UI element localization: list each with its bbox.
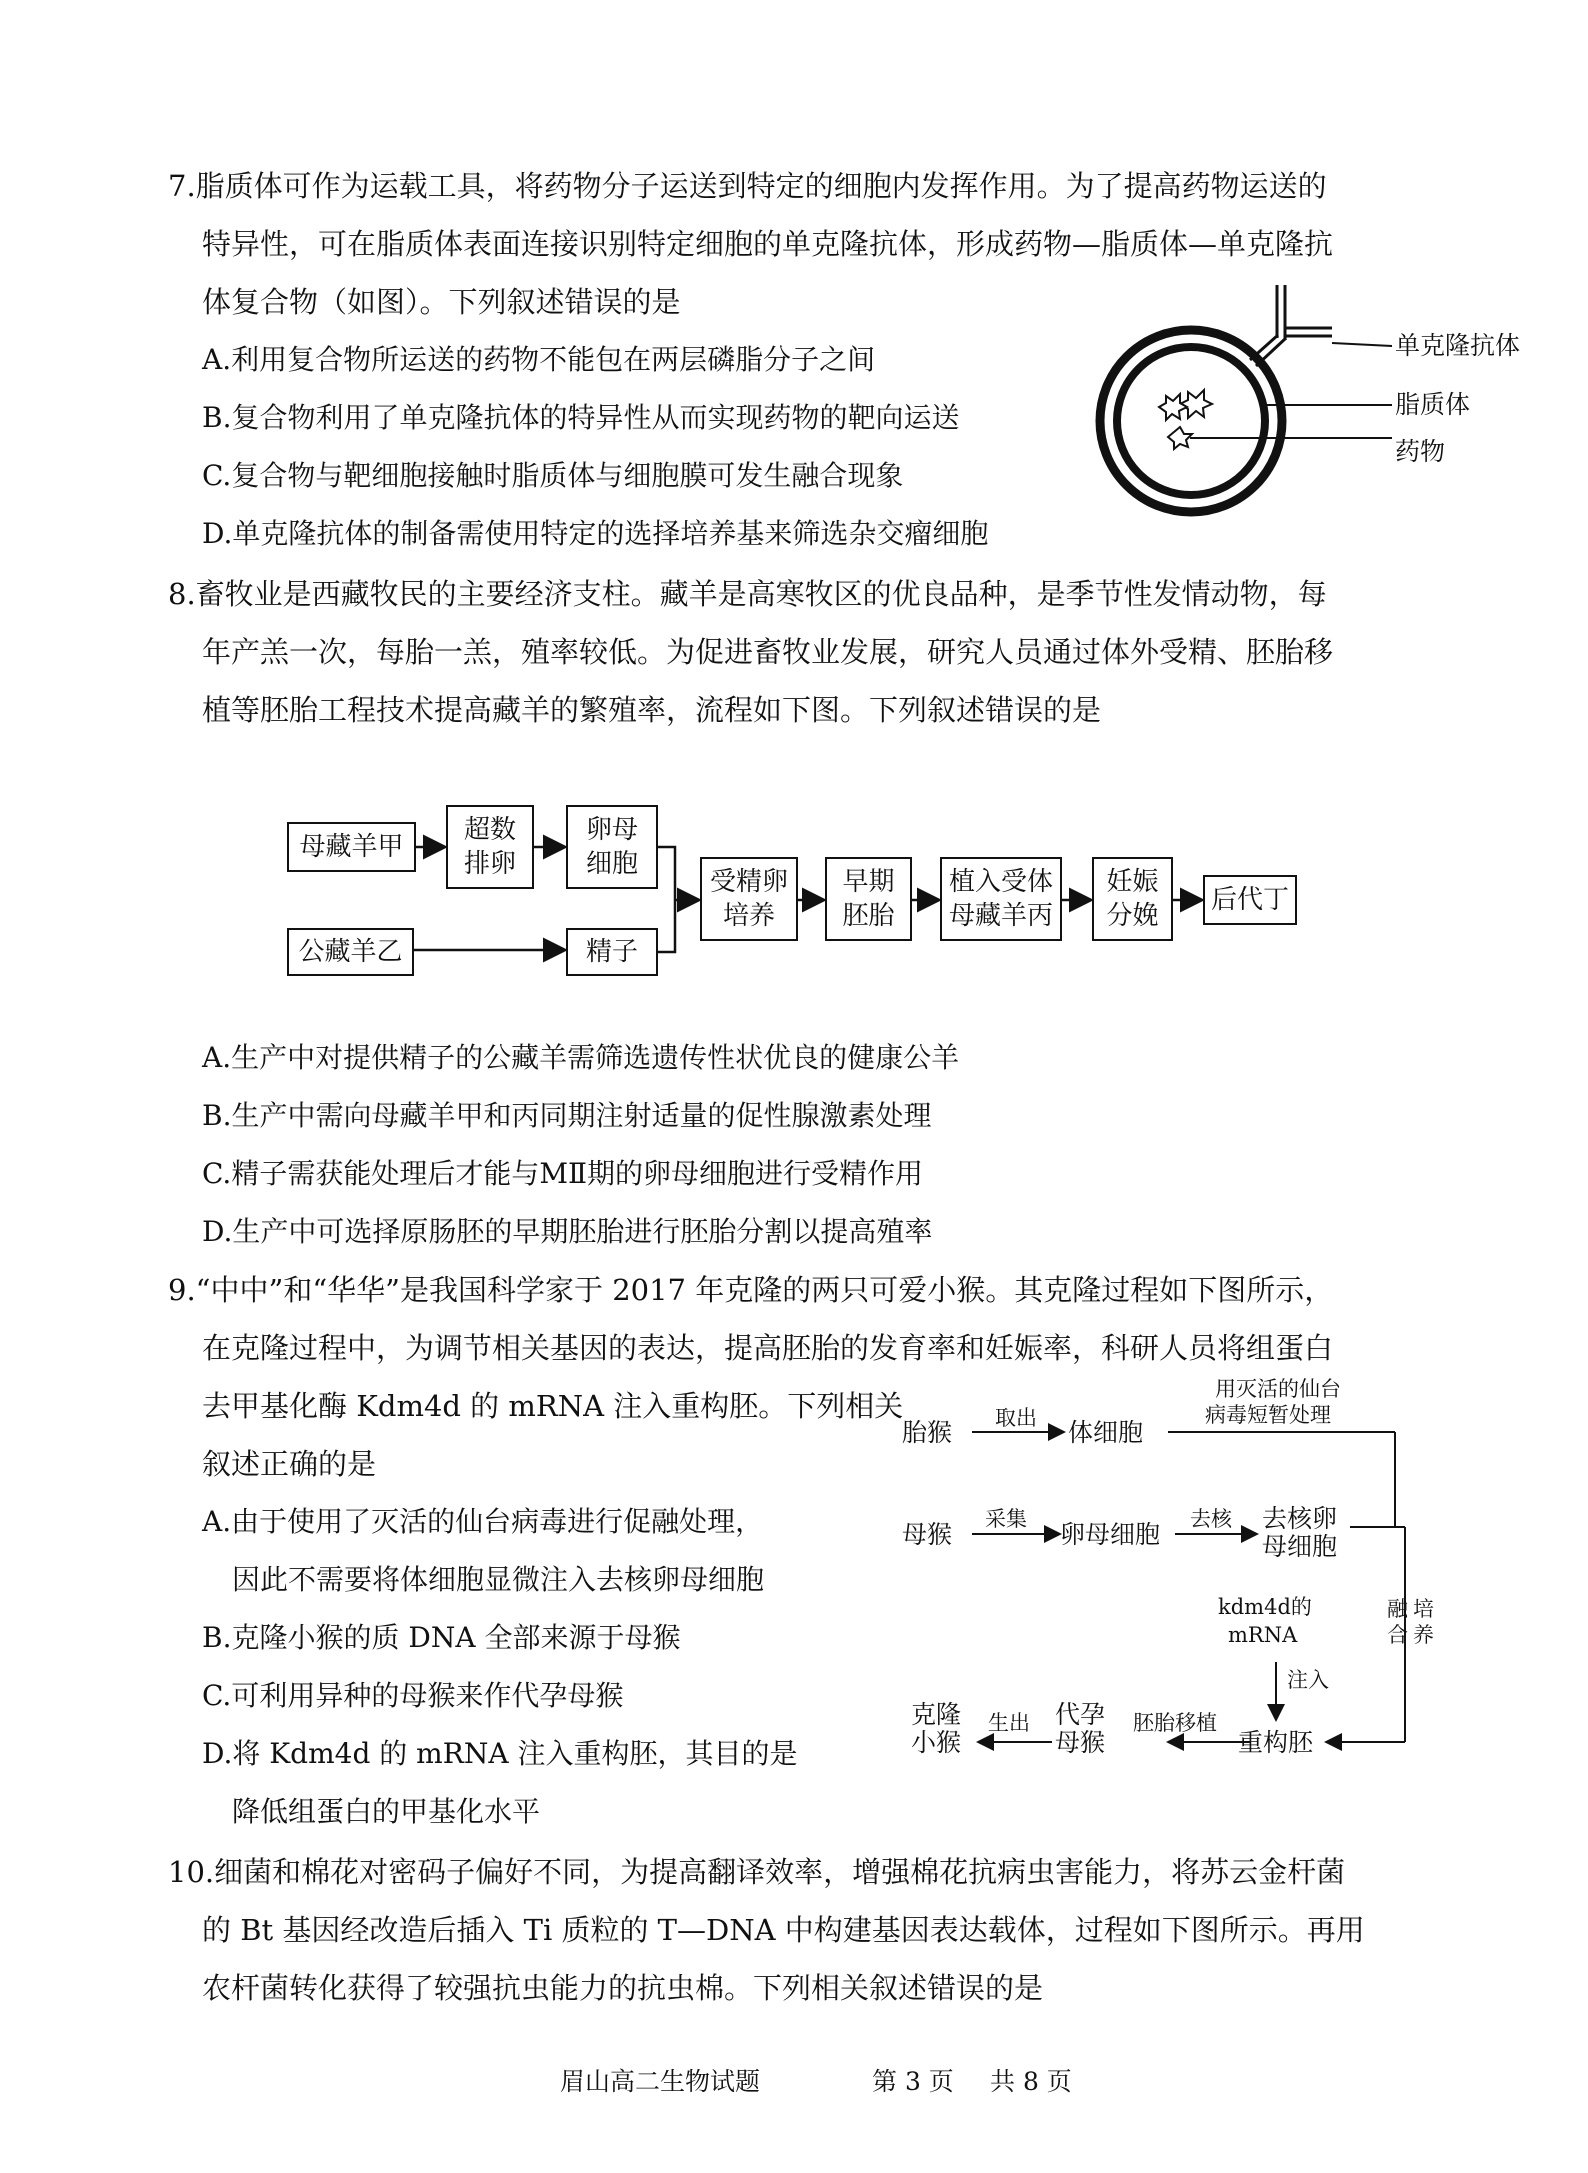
q9-option-b: B.克隆小猴的质 DNA 全部来源于母猴 (202, 1621, 681, 1654)
flow-superovulation: 超数 排卵 (446, 805, 534, 889)
q7-stem-line-2: 特异性，可在脂质体表面连接识别特定细胞的单克隆抗体，形成药物—脂质体—单克隆抗 (202, 227, 1334, 261)
q8-stem-line-1: 8.畜牧业是西藏牧民的主要经济支柱。藏羊是高寒牧区的优良品种，是季节性发情动物，每 (168, 577, 1327, 611)
q8-option-d: D.生产中可选择原肠胚的早期胚胎进行胚胎分割以提高殖率 (202, 1215, 933, 1248)
q7-option-b: B.复合物利用了单克隆抗体的特异性从而实现药物的靶向运送 (202, 401, 960, 434)
label-kdm4d-2: mRNA (1228, 1623, 1298, 1647)
q10-stem-line-3: 农杆菌转化获得了较强抗虫能力的抗虫棉。下列相关叙述错误的是 (202, 1971, 1044, 2005)
flow-male-sheep: 公藏羊乙 (287, 928, 414, 976)
q9-stem-line-4: 叙述正确的是 (202, 1447, 377, 1481)
label-embryo-transfer: 胚胎移植 (1133, 1711, 1217, 1735)
label-inject: 注入 (1287, 1668, 1329, 1692)
label-sendai-1: 用灭活的仙台 (1215, 1377, 1341, 1401)
q9-option-d-cont: 降低组蛋白的甲基化水平 (232, 1795, 541, 1828)
label-liposome: 脂质体 (1395, 390, 1471, 419)
q7-option-c: C.复合物与靶细胞接触时脂质体与细胞膜可发生融合现象 (202, 459, 904, 492)
label-oocyte: 卵母细胞 (1060, 1520, 1161, 1549)
q10-stem-line-2: 的 Bt 基因经改造后插入 Ti 质粒的 T—DNA 中构建基因表达载体，过程如下图所示。再用 (202, 1913, 1365, 1947)
q7-stem-line-1: 7.脂质体可作为运载工具，将药物分子运送到特定的细胞内发挥作用。为了提高药物运送的 (168, 169, 1327, 203)
label-clone-monkey-2: 小猴 (911, 1728, 962, 1757)
label-mother-monkey: 母猴 (902, 1520, 953, 1549)
label-somatic-cell: 体细胞 (1068, 1418, 1144, 1447)
q10-stem-line-1: 10.细菌和棉花对密码子偏好不同，为提高翻译效率，增强棉花抗病虫害能力，将苏云金杆菌 (168, 1855, 1346, 1889)
q8-option-c: C.精子需获能处理后才能与MⅡ期的卵母细胞进行受精作用 (202, 1157, 924, 1190)
flow-sperm: 精子 (566, 928, 658, 976)
q8-option-a: A.生产中对提供精子的公藏羊需筛选遗传性状优良的健康公羊 (202, 1041, 960, 1074)
flow-oocyte: 卵母 细胞 (566, 805, 658, 889)
label-take-out: 取出 (995, 1406, 1037, 1430)
flow-embryo-transfer: 植入受体 母藏羊丙 (940, 857, 1062, 941)
label-reconstructed-embryo: 重构胚 (1238, 1728, 1314, 1757)
q9-option-d: D.将 Kdm4d 的 mRNA 注入重构胚，其目的是 (202, 1737, 798, 1770)
label-surrogate-2: 母猴 (1055, 1728, 1106, 1757)
flow-zygote-culture: 受精卵 培养 (700, 857, 798, 941)
label-fetal-monkey: 胎猴 (902, 1418, 953, 1447)
label-clone-monkey-1: 克隆 (911, 1700, 962, 1729)
label-collect: 采集 (985, 1507, 1027, 1531)
label-antibody: 单克隆抗体 (1395, 331, 1521, 360)
label-enucleate: 去核 (1190, 1507, 1232, 1531)
footer-page-number: 第 3 页 (872, 2067, 954, 2096)
q7-option-a: A.利用复合物所运送的药物不能包在两层磷脂分子之间 (202, 343, 876, 376)
label-fuse-2: 合 (1387, 1623, 1408, 1647)
flow-offspring: 后代丁 (1203, 875, 1297, 925)
label-drug: 药物 (1395, 437, 1446, 466)
q7-option-d: D.单克隆抗体的制备需使用特定的选择培养基来筛选杂交瘤细胞 (202, 517, 989, 550)
drug-icon (1180, 390, 1212, 418)
label-culture-1: 培 (1413, 1597, 1434, 1621)
q9-stem-line-1: 9.“中中”和“华华”是我国科学家于 2017 年克隆的两只可爱小猴。其克隆过程如下图所示， (168, 1273, 1334, 1307)
label-enucleated-oocyte-1: 去核卵 (1262, 1504, 1338, 1533)
q9-stem-line-2: 在克隆过程中，为调节相关基因的表达，提高胚胎的发育率和妊娠率，科研人员将组蛋白 (202, 1331, 1334, 1365)
q9-option-c: C.可利用异种的母猴来作代孕母猴 (202, 1679, 624, 1712)
flow-female-sheep: 母藏羊甲 (287, 822, 416, 872)
q9-option-a-cont: 因此不需要将体细胞显微注入去核卵母细胞 (232, 1563, 765, 1596)
label-sendai-2: 病毒短暂处理 (1205, 1403, 1331, 1427)
q9-stem-line-3: 去甲基化酶 Kdm4d 的 mRNA 注入重构胚。下列相关 (202, 1389, 904, 1423)
flow-early-embryo: 早期 胚胎 (825, 857, 912, 941)
label-kdm4d-1: kdm4d的 (1218, 1595, 1312, 1619)
footer-title: 眉山高二生物试题 (560, 2067, 761, 2096)
q8-stem-line-2: 年产羔一次，每胎一羔，殖率较低。为促进畜牧业发展，研究人员通过体外受精、胚胎移 (202, 635, 1334, 669)
q9-option-a: A.由于使用了灭活的仙台病毒进行促融处理， (202, 1505, 764, 1538)
label-born: 生出 (988, 1711, 1030, 1735)
label-surrogate-1: 代孕 (1055, 1700, 1106, 1729)
q7-stem-line-3: 体复合物（如图）。下列叙述错误的是 (202, 285, 681, 319)
liposome-figure (1100, 280, 1300, 560)
label-fuse-1: 融 (1387, 1597, 1408, 1621)
q8-stem-line-3: 植等胚胎工程技术提高藏羊的繁殖率，流程如下图。下列叙述错误的是 (202, 693, 1102, 727)
flow-pregnancy: 妊娠 分娩 (1092, 857, 1173, 941)
label-culture-2: 养 (1413, 1623, 1434, 1647)
q8-option-b: B.生产中需向母藏羊甲和丙同期注射适量的促性腺激素处理 (202, 1099, 932, 1132)
label-enucleated-oocyte-2: 母细胞 (1262, 1532, 1338, 1561)
footer-total-pages: 共 8 页 (990, 2067, 1072, 2096)
liposome-inner-layer (1117, 347, 1265, 495)
